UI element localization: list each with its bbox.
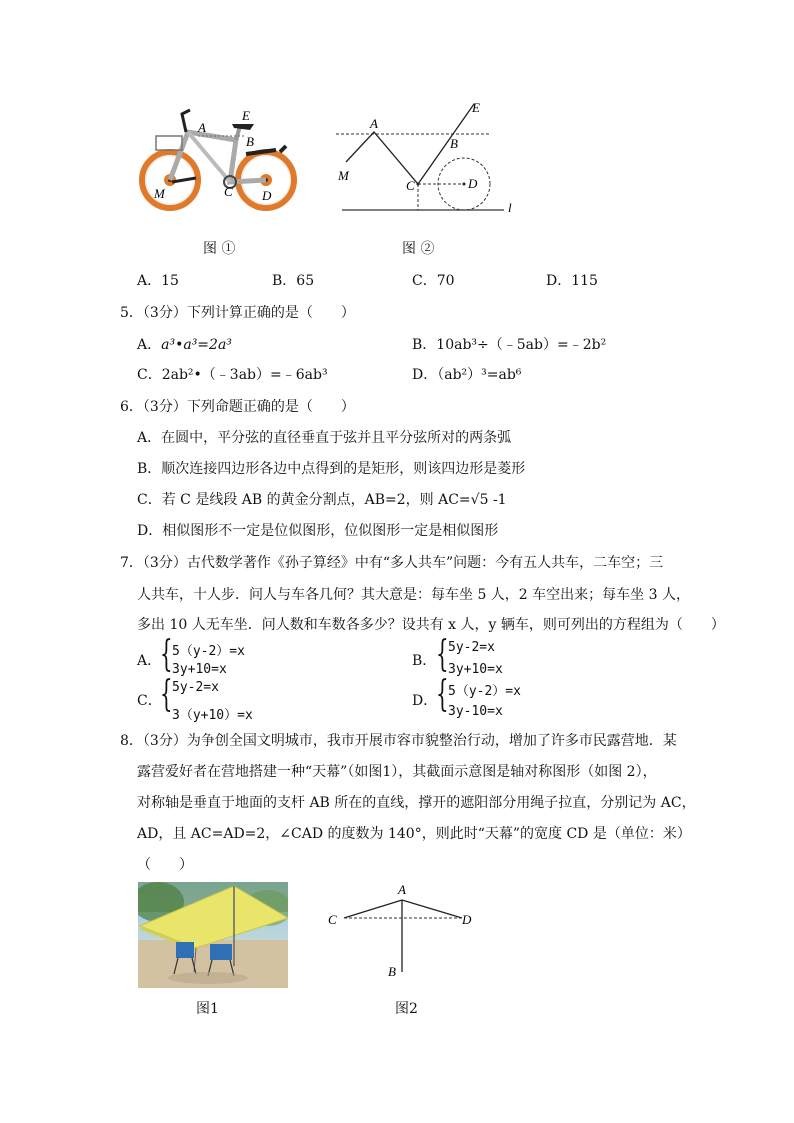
tent-label-a: A	[398, 882, 406, 897]
bike-label-m: M	[154, 186, 165, 201]
diagram-label-b: B	[450, 136, 458, 151]
tent-photo	[138, 882, 288, 988]
q7-option-c-label: C．	[137, 693, 162, 709]
bike-label-a: A	[198, 120, 206, 135]
q4-option-a: A．15	[137, 273, 179, 289]
q7-option-a-brace: {	[160, 634, 173, 675]
q7-option-c-eq1: 5y-2=x	[172, 680, 219, 695]
q6-stem: 6．（3分）下列命题正确的是（ ）	[120, 399, 355, 415]
bike-label-c: C	[224, 184, 233, 199]
figure-caption-2: 图 ②	[402, 241, 435, 257]
bike-label-e: E	[242, 108, 250, 123]
q7-line-2: 人共车，十人步．问人与车各几何？其大意是：每车坐 5 人，2 车空出来；每车坐 3 人，	[137, 587, 690, 603]
tent-label-d: D	[462, 912, 472, 927]
q8-line-5: （ ）	[137, 857, 193, 873]
q7-option-b-brace: {	[436, 634, 449, 675]
q8-line-3: 对称轴是垂直于地面的支杆 AB 所在的直线，撑开的遮阳部分用绳子拉直，分别记为 AC，	[137, 795, 696, 811]
q7-option-a-eq1: 5（y-2）=x	[172, 644, 245, 659]
q5-option-b: B．10ab³÷（﹣5ab）=﹣2b²	[412, 337, 607, 353]
q7-option-a-label: A．	[137, 653, 162, 669]
q7-option-b-eq2: 3y+10=x	[448, 662, 503, 677]
bicycle-figure	[136, 102, 306, 214]
q5-stem: 5．（3分）下列计算正确的是（ ）	[120, 305, 355, 321]
diagram-label-e: E	[472, 100, 480, 115]
diagram-label-c: C	[406, 178, 415, 193]
q7-option-b-eq1: 5y-2=x	[448, 640, 495, 655]
q8-figure-caption-2: 图2	[395, 1001, 418, 1017]
q8-line-2: 露营爱好者在营地搭建一种“天幕”（如图1），其截面示意图是轴对称图形（如图 2），	[137, 764, 657, 780]
q8-line-1: 8．（3分）为争创全国文明城市，我市开展市容市貌整治行动，增加了许多市民露营地．某	[120, 733, 677, 749]
q6-option-b: B．顺次连接四边形各边中点得到的是矩形，则该四边形是菱形	[137, 461, 526, 477]
q7-option-a-eq2: 3y+10=x	[172, 662, 227, 677]
q7-option-c-brace: {	[160, 674, 173, 715]
diagram-label-a: A	[370, 116, 378, 131]
tent-label-b: B	[388, 964, 396, 979]
bike-label-b: B	[246, 134, 254, 149]
tent-cross-section	[322, 880, 482, 980]
diagram-label-m: M	[338, 168, 349, 183]
q7-option-d-brace: {	[436, 674, 449, 715]
q7-option-d-eq1: 5（y-2）=x	[448, 684, 521, 699]
bike-label-d: D	[262, 188, 272, 203]
diagram-label-l: l	[508, 200, 512, 215]
q7-line-1: 7．（3分）古代数学著作《孙子算经》中有“多人共车”问题：今有五人共车，二车空；三	[120, 555, 664, 571]
tent-label-c: C	[328, 912, 337, 927]
q5-option-d: D．（ab²）³=ab⁶	[412, 367, 522, 383]
q6-option-d: D．相似图形不一定是位似图形，位似图形一定是相似图形	[137, 523, 499, 539]
figure-caption-1: 图 ①	[203, 241, 236, 257]
q5-option-a: A．a³•a³=2a³	[137, 337, 232, 353]
q4-option-c: C．70	[412, 273, 455, 289]
q6-option-a: A．在圆中，平分弦的直径垂直于弦并且平分弦所对的两条弧	[137, 430, 512, 446]
q7-option-d-eq2: 3y-10=x	[448, 704, 503, 719]
q8-figure-caption-1: 图1	[196, 1001, 219, 1017]
q7-line-3: 多出 10 人无车坐．问人数和车数各多少？设共有 x 人，y 辆车，则可列出的方程组为（ ）	[137, 617, 725, 633]
q4-option-d: D．115	[546, 273, 598, 289]
q8-line-4: AD，且 AC=AD=2，∠CAD 的度数为 140°，则此时“天幕”的宽度 CD 是（单位：米）	[137, 826, 691, 842]
q5-option-c: C．2ab²•（﹣3ab）=﹣6ab³	[137, 367, 328, 383]
geometry-diagram-q4	[334, 98, 524, 218]
q7-option-b-label: B．	[412, 653, 437, 669]
q7-option-d-label: D．	[412, 693, 438, 709]
q4-option-b: B．65	[272, 273, 315, 289]
q6-option-c: C．若 C 是线段 AB 的黄金分割点，AB=2，则 AC=√5 -1	[137, 492, 507, 508]
q7-option-c-eq2: 3（y+10）=x	[172, 708, 253, 723]
diagram-label-d: D	[468, 176, 478, 191]
